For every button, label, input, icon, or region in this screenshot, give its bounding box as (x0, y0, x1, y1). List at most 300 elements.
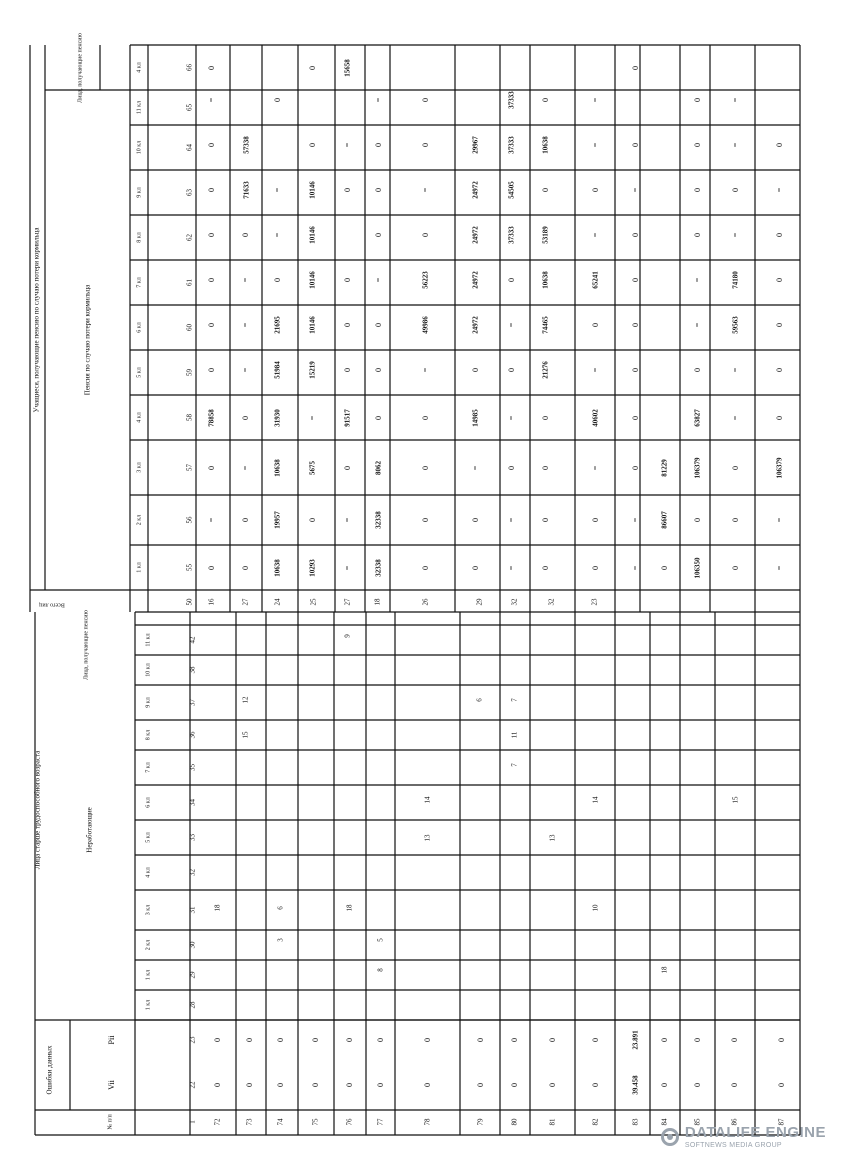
zero-mark: 0 (630, 278, 640, 282)
value-cell: 71633 (242, 181, 251, 199)
lower-col-code: 38 (188, 666, 197, 674)
value-cell: 10146 (308, 271, 317, 289)
watermark-title: DATALIFE ENGINE (684, 1124, 826, 1141)
value-cell: 37333 (507, 226, 516, 244)
zero-mark: 0 (342, 466, 352, 470)
small-mark: 14 (423, 796, 432, 804)
value-cell: 78858 (207, 409, 216, 427)
zero-mark: = (730, 415, 740, 421)
value-cell: 54505 (507, 181, 516, 199)
zero-mark: = (240, 367, 250, 373)
lower-col-label: 11 кл (145, 633, 152, 647)
zero-mark: = (630, 565, 640, 571)
value-cell: 23.891 (631, 1030, 640, 1050)
lower-col-label: 10 кл (145, 663, 152, 677)
bottom-zero-mark: 0 (375, 1038, 385, 1042)
bottom-zero-mark: 0 (422, 1083, 432, 1087)
zero-mark: 0 (506, 466, 516, 470)
upper-col-label: 6 кл (136, 322, 143, 333)
value-cell: 65241 (591, 271, 600, 289)
value-cell: 74180 (731, 271, 740, 289)
zero-mark: 0 (373, 416, 383, 420)
bottom-zero-mark: 0 (244, 1038, 254, 1042)
zero-mark: 0 (240, 518, 250, 522)
value-cell: 10146 (308, 226, 317, 244)
bottom-zero-mark: 0 (590, 1038, 600, 1042)
zero-mark: 0 (540, 466, 550, 470)
zero-mark: 0 (470, 566, 480, 570)
mid-code: 27 (241, 598, 250, 606)
mid-code: 23 (590, 598, 599, 606)
zero-mark: = (590, 465, 600, 471)
upper-col-label: 3 кл (136, 462, 143, 473)
zero-mark: 0 (630, 143, 640, 147)
upper-col-label: 11 кл (136, 100, 143, 115)
bottom-zero-mark: 0 (729, 1038, 739, 1042)
header-over-working-age: Лица старше трудоспособного возраста (33, 750, 42, 870)
bottom-zero-mark: 0 (729, 1083, 739, 1087)
zero-mark: 0 (240, 416, 250, 420)
bottom-zero-mark: 0 (776, 1083, 786, 1087)
zero-mark: = (506, 415, 516, 421)
zero-mark: 0 (470, 368, 480, 372)
zero-mark: 0 (342, 188, 352, 192)
zero-mark: = (307, 415, 317, 421)
upper-col-code: 57 (185, 464, 194, 471)
small-mark: 10 (591, 904, 600, 912)
bottom-zero-mark: 0 (212, 1038, 222, 1042)
row-number: 87 (777, 1118, 786, 1126)
small-mark: 5 (376, 938, 385, 942)
small-mark: 7 (510, 763, 519, 767)
zero-mark: 0 (420, 518, 430, 522)
zero-mark: = (730, 142, 740, 148)
lower-col-code: 42 (188, 636, 197, 644)
zero-mark: 0 (540, 188, 550, 192)
zero-mark: 0 (659, 566, 669, 570)
small-mark: 3 (276, 938, 285, 942)
zero-mark: = (470, 465, 480, 471)
zero-mark: 0 (373, 368, 383, 372)
small-mark: 7 (510, 698, 519, 702)
bottom-zero-mark: 0 (776, 1038, 786, 1042)
zero-mark: 0 (420, 143, 430, 147)
value-cell: 5675 (308, 461, 317, 475)
bottom-zero-mark: 0 (547, 1038, 557, 1042)
value-cell: 86607 (660, 511, 669, 529)
value-cell: 29967 (471, 136, 480, 154)
zero-mark: 0 (342, 278, 352, 282)
upper-col-label: 4 кл (136, 62, 143, 73)
value-cell: 10638 (273, 559, 282, 577)
zero-mark: = (590, 142, 600, 148)
bottom-zero-mark: 0 (692, 1038, 702, 1042)
small-mark: 13 (548, 834, 557, 842)
small-mark: 13 (423, 834, 432, 842)
zero-mark: 0 (630, 368, 640, 372)
zero-mark: 0 (692, 368, 702, 372)
zero-mark: 0 (420, 98, 430, 102)
value-cell: 8062 (374, 461, 383, 475)
zero-mark: 0 (206, 233, 216, 237)
lower-col-label: 8 кл (145, 729, 152, 741)
upper-col-label: 10 кл (136, 140, 143, 155)
bottom-zero-mark: 0 (310, 1083, 320, 1087)
watermark-subtitle: SOFTNEWS MEDIA GROUP (684, 1142, 782, 1149)
upper-col-label: 7 кл (136, 277, 143, 288)
lower-col-code: 32 (188, 869, 197, 876)
zero-mark: 0 (630, 416, 640, 420)
lower-col-label: 7 кл (145, 762, 152, 773)
value-cell: 19957 (273, 511, 282, 529)
small-mark: 9 (343, 634, 352, 638)
zero-mark: 0 (692, 143, 702, 147)
zero-mark: 0 (730, 566, 740, 570)
small-mark: 15 (241, 731, 250, 739)
zero-mark: = (506, 517, 516, 523)
header-survivor-pension: Пенсия по случаю потери кормильца (83, 284, 92, 396)
value-cell: 49986 (421, 316, 430, 334)
bottom-zero-mark: 0 (659, 1038, 669, 1042)
row-number: 1 (188, 1120, 197, 1124)
zero-mark: = (730, 232, 740, 238)
zero-mark: = (206, 517, 216, 523)
upper-col-label: 9 кл (136, 187, 143, 198)
zero-mark: 0 (774, 233, 784, 237)
bottom-zero-mark: 0 (244, 1083, 254, 1087)
row-number: 80 (510, 1118, 519, 1126)
zero-mark: 0 (774, 416, 784, 420)
zero-mark: 0 (206, 466, 216, 470)
bottom-zero-mark: 0 (275, 1083, 285, 1087)
value-cell: 40602 (591, 409, 600, 427)
mid-code: 27 (343, 598, 352, 606)
zero-mark: 0 (420, 233, 430, 237)
header-not-in-workforce: Неработающие (85, 807, 94, 853)
zero-mark: 0 (730, 518, 740, 522)
zero-mark: 0 (342, 323, 352, 327)
small-mark: 18 (213, 904, 222, 912)
small-mark: 6 (276, 906, 285, 910)
upper-col-label: 4 кл (136, 412, 143, 423)
zero-mark: 0 (590, 518, 600, 522)
zero-mark: = (342, 142, 352, 148)
value-cell: 32338 (374, 511, 383, 529)
row-number: 82 (591, 1118, 600, 1126)
row-number: 79 (476, 1118, 485, 1126)
row-number: 83 (631, 1118, 640, 1126)
zero-mark: 0 (540, 98, 550, 102)
zero-mark: 0 (506, 368, 516, 372)
upper-col-label: 1 кл (136, 562, 143, 573)
zero-mark: 0 (272, 278, 282, 282)
zero-mark: = (240, 465, 250, 471)
value-cell: 106379 (693, 457, 702, 479)
value-cell: 10638 (541, 271, 550, 289)
zero-mark: 0 (590, 566, 600, 570)
bottom-zero-mark: 0 (344, 1083, 354, 1087)
mid-code: 18 (373, 598, 382, 606)
zero-mark: 0 (506, 278, 516, 282)
lower-col-label: 2 кл (145, 939, 152, 951)
zero-mark: = (206, 97, 216, 103)
value-cell: 10146 (308, 181, 317, 199)
small-mark: 6 (475, 698, 484, 702)
zero-mark: = (590, 367, 600, 373)
bottom-code: 22 (188, 1081, 197, 1089)
lower-col-code: 34 (188, 799, 197, 806)
header-work-own-2: Лица, получающие пенсию (83, 610, 90, 680)
zero-mark: 0 (373, 188, 383, 192)
row-number: 85 (693, 1118, 702, 1126)
value-cell: 74465 (541, 316, 550, 334)
upper-col-code: 61 (185, 279, 194, 286)
mid-code: 26 (421, 598, 430, 606)
mid-code: 32 (510, 598, 519, 606)
value-cell: 24972 (471, 181, 480, 199)
bottom-zero-mark: 0 (475, 1083, 485, 1087)
zero-mark: = (774, 187, 784, 193)
table-cell-texts (33, 33, 786, 1130)
watermark (661, 1125, 826, 1149)
row-number: 75 (311, 1118, 320, 1126)
zero-mark: 0 (692, 518, 702, 522)
zero-mark: = (630, 517, 640, 523)
upper-col-code: 64 (185, 144, 194, 151)
upper-col-label: 8 кл (136, 232, 143, 243)
header-work-own: Лица, получающие пенсию (77, 33, 84, 103)
zero-mark: = (342, 517, 352, 523)
upper-col-code: 65 (185, 104, 194, 111)
value-cell: 31930 (273, 409, 282, 427)
bottom-zero-mark: 0 (509, 1038, 519, 1042)
zero-mark: = (342, 565, 352, 571)
value-cell: 10638 (273, 459, 282, 477)
row-number: 77 (376, 1118, 385, 1126)
zero-mark: 0 (630, 66, 640, 70)
upper-col-code: 60 (185, 324, 194, 331)
lower-col-label: 1 кл (145, 999, 152, 1011)
zero-mark: 0 (206, 278, 216, 282)
zero-mark: = (630, 187, 640, 193)
zero-mark: 0 (373, 323, 383, 327)
bottom-zero-mark: 0 (509, 1083, 519, 1087)
zero-mark: 0 (307, 518, 317, 522)
zero-mark: 0 (420, 416, 430, 420)
zero-mark: = (774, 517, 784, 523)
bottom-zero-mark: 0 (659, 1083, 669, 1087)
zero-mark: = (373, 277, 383, 283)
zero-mark: 0 (373, 233, 383, 237)
value-cell: 56223 (421, 271, 430, 289)
lower-col-code: 29 (188, 971, 197, 979)
bottom-zero-mark: 0 (310, 1038, 320, 1042)
mid-code: 24 (273, 598, 282, 606)
zero-mark: 0 (692, 233, 702, 237)
small-mark: 14 (591, 796, 600, 804)
small-mark: 12 (241, 696, 250, 704)
value-cell: 91517 (343, 409, 352, 427)
zero-mark: 0 (692, 98, 702, 102)
row-number: 84 (660, 1118, 669, 1126)
bottom-zero-mark: 0 (692, 1083, 702, 1087)
row-number: 86 (730, 1118, 739, 1126)
upper-col-code: 62 (185, 234, 194, 241)
small-mark: 15 (731, 796, 740, 804)
value-cell: 106350 (693, 557, 702, 579)
value-cell: 21695 (273, 316, 282, 334)
upper-col-code: 58 (185, 414, 194, 421)
watermark-logo-icon (661, 1128, 679, 1146)
zero-mark: 0 (774, 278, 784, 282)
lower-col-code: 31 (188, 906, 197, 914)
value-cell: 106379 (775, 457, 784, 479)
zero-mark: 0 (307, 66, 317, 70)
zero-mark: 0 (540, 416, 550, 420)
zero-mark: = (420, 187, 430, 193)
lower-col-label: 1 кл (145, 969, 152, 981)
zero-mark: = (590, 232, 600, 238)
lower-col-label: 6 кл (145, 797, 152, 808)
zero-mark: 0 (206, 368, 216, 372)
zero-mark: 0 (272, 98, 282, 102)
upper-col-code: 59 (185, 369, 194, 376)
zero-mark: = (692, 277, 702, 283)
lower-col-label: 9 кл (145, 697, 152, 708)
value-cell: 24972 (471, 271, 480, 289)
zero-mark: 0 (730, 188, 740, 192)
bottom-code: 23 (188, 1036, 197, 1044)
header-col-vii: Vii (106, 1080, 116, 1090)
zero-mark: = (420, 367, 430, 373)
bottom-zero-mark: 0 (344, 1038, 354, 1042)
upper-col-label: 5 кл (136, 367, 143, 378)
value-cell: 21276 (541, 361, 550, 379)
zero-mark: 0 (590, 323, 600, 327)
lower-col-label: 5 кл (145, 832, 152, 843)
small-mark: 8 (376, 968, 385, 972)
zero-mark: 0 (342, 368, 352, 372)
zero-mark: = (272, 187, 282, 193)
zero-mark: 0 (206, 188, 216, 192)
bottom-zero-mark: 0 (422, 1038, 432, 1042)
header-unemployed-main: Учащиеся, получающие пенсию по случаю потери кормильца (32, 227, 41, 413)
value-cell: 32338 (374, 559, 383, 577)
upper-col-label: 2 кл (136, 514, 143, 526)
value-cell: 37333 (507, 136, 516, 154)
value-cell: 24972 (471, 316, 480, 334)
lower-col-code: 35 (188, 764, 197, 771)
zero-mark: = (240, 277, 250, 283)
bottom-zero-mark: 0 (547, 1083, 557, 1087)
row-number: 74 (276, 1118, 285, 1126)
zero-mark: = (774, 565, 784, 571)
zero-mark: 0 (240, 566, 250, 570)
row-number: 73 (245, 1118, 254, 1126)
zero-mark: = (590, 97, 600, 103)
value-cell: 59563 (731, 316, 740, 334)
zero-mark: 0 (540, 518, 550, 522)
value-cell: 24972 (471, 226, 480, 244)
value-cell: 14985 (471, 409, 480, 427)
value-cell: 53189 (541, 226, 550, 244)
zero-mark: = (730, 97, 740, 103)
row-number: 78 (423, 1118, 432, 1126)
mid-code: 16 (207, 598, 216, 606)
small-mark: 18 (660, 966, 669, 974)
value-cell: 10638 (541, 136, 550, 154)
zero-mark: = (240, 322, 250, 328)
header-col-pii: Pii (106, 1035, 116, 1045)
zero-mark: 0 (630, 233, 640, 237)
bottom-zero-mark: 0 (275, 1038, 285, 1042)
header-bottom-group: Ошибки данных (45, 1045, 54, 1095)
header-total-persons: Всего лиц (39, 601, 65, 608)
zero-mark: 0 (206, 323, 216, 327)
zero-mark: 0 (630, 323, 640, 327)
zero-mark: 0 (692, 188, 702, 192)
zero-mark: 0 (630, 466, 640, 470)
value-cell: 10146 (308, 316, 317, 334)
small-mark: 11 (510, 731, 519, 739)
mid-code: 32 (547, 598, 556, 606)
value-cell: 57338 (242, 136, 251, 154)
value-cell: 15219 (308, 361, 317, 379)
zero-mark: 0 (206, 66, 216, 70)
bottom-zero-mark: 0 (375, 1083, 385, 1087)
zero-mark: 0 (420, 466, 430, 470)
lower-col-label: 3 кл (145, 904, 152, 916)
zero-mark: = (506, 565, 516, 571)
bottom-zero-mark: 0 (475, 1038, 485, 1042)
lower-col-code: 37 (188, 699, 197, 706)
zero-mark: 0 (730, 466, 740, 470)
zero-mark: 0 (373, 143, 383, 147)
row-number: 72 (213, 1118, 222, 1126)
lower-col-code: 33 (188, 834, 197, 841)
zero-mark: 0 (540, 566, 550, 570)
zero-mark: 0 (206, 566, 216, 570)
upper-col-code: 66 (185, 64, 194, 71)
value-cell: 10293 (308, 559, 317, 577)
lower-col-code: 36 (188, 731, 197, 739)
zero-mark: 0 (590, 188, 600, 192)
zero-mark: 0 (470, 518, 480, 522)
header-row-num: № п/п (107, 1114, 114, 1130)
value-cell: 81229 (660, 459, 669, 477)
zero-mark: 0 (206, 143, 216, 147)
upper-col-code: 55 (185, 564, 194, 571)
mid-code: 50 (185, 598, 194, 606)
upper-col-code: 63 (185, 189, 194, 196)
row-number: 81 (548, 1118, 557, 1126)
upper-col-code: 56 (185, 516, 194, 524)
row-number: 76 (345, 1118, 354, 1126)
zero-mark: = (730, 367, 740, 373)
zero-mark: = (692, 322, 702, 328)
zero-mark: 0 (774, 143, 784, 147)
zero-mark: 0 (774, 368, 784, 372)
lower-col-code: 30 (188, 941, 197, 949)
zero-mark: 0 (240, 233, 250, 237)
value-cell: 51984 (273, 361, 282, 379)
bottom-zero-mark: 0 (212, 1083, 222, 1087)
lower-col-label: 4 кл (145, 867, 152, 878)
zero-mark: 0 (307, 143, 317, 147)
zero-mark: 0 (420, 566, 430, 570)
bottom-zero-mark: 0 (590, 1083, 600, 1087)
lower-col-code: 28 (188, 1001, 197, 1009)
